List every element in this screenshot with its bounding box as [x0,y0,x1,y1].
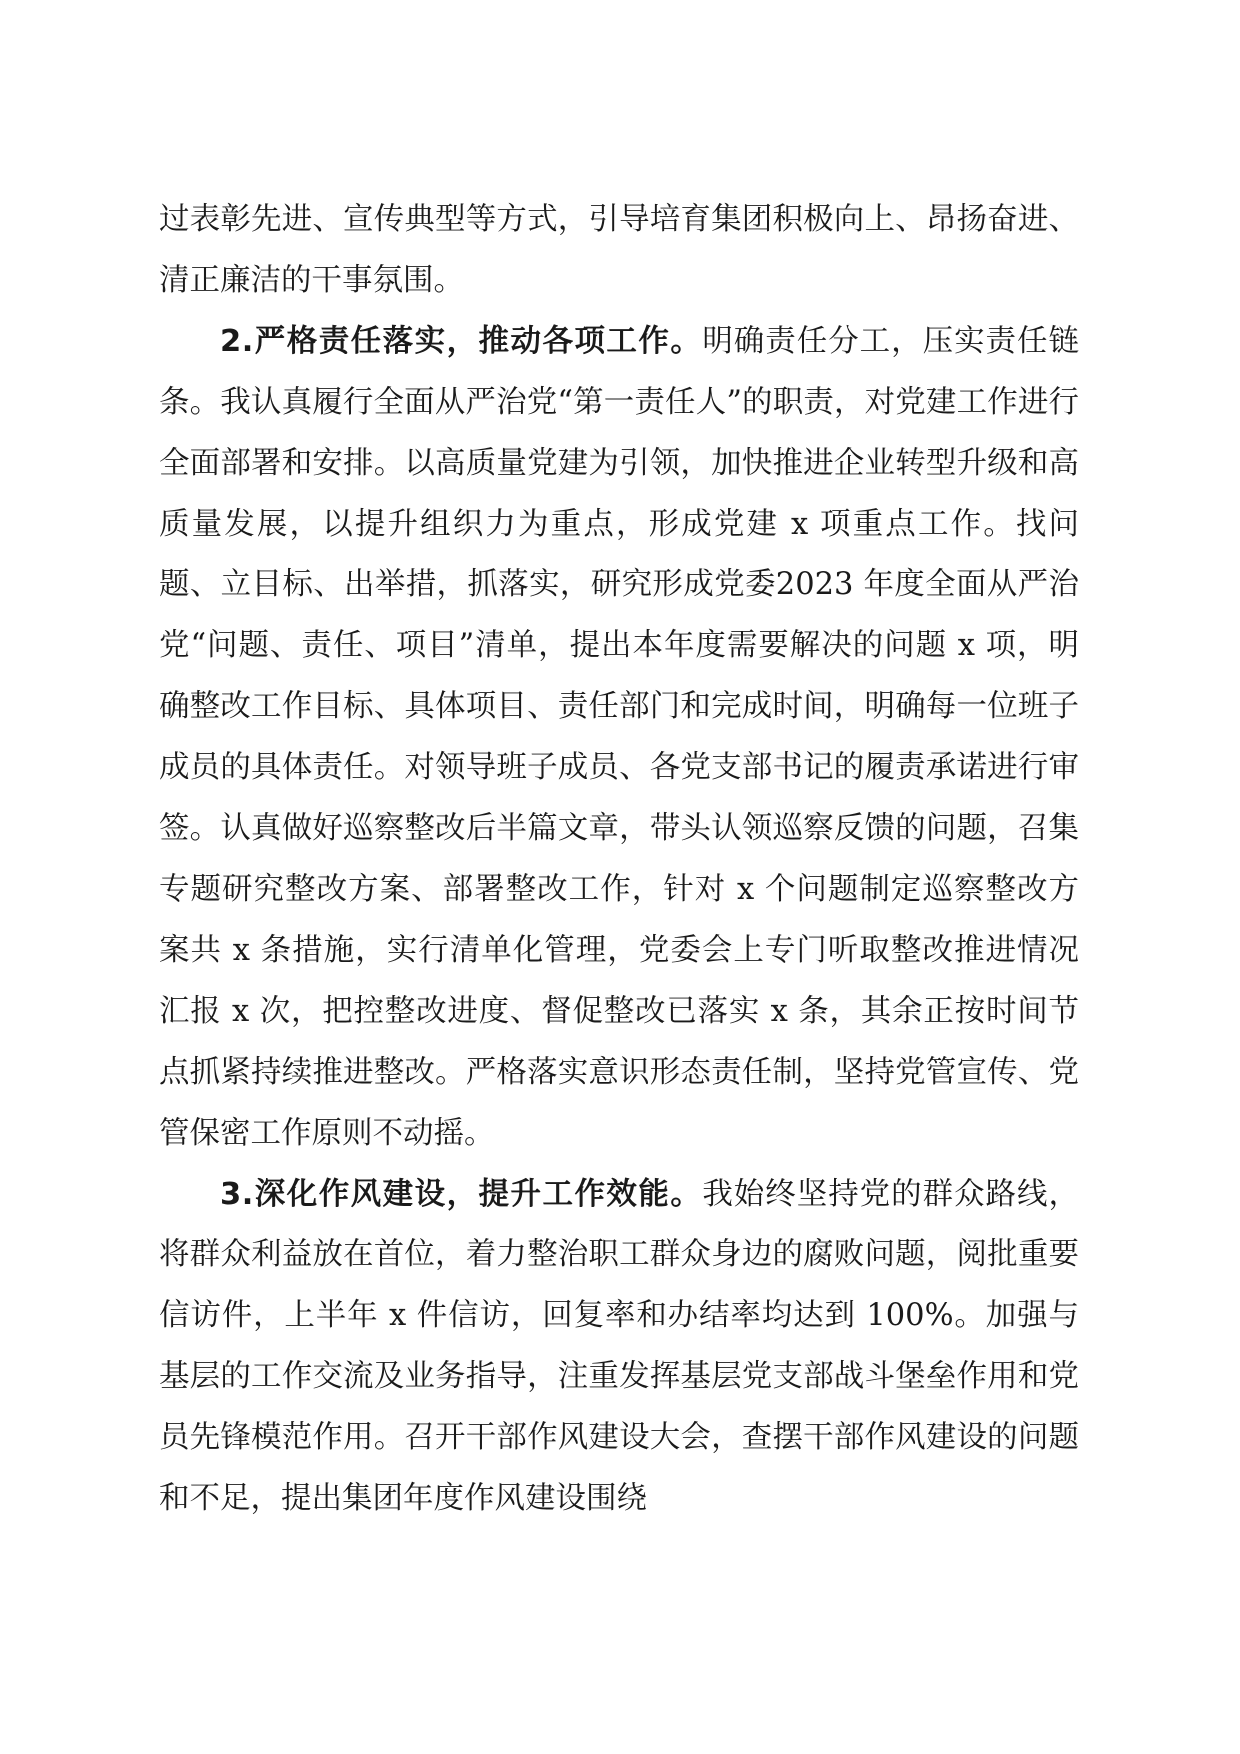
section-heading-responsibility: 2.严格责任落实，推动各项工作。 [220,323,703,359]
paragraph-intro-text: 过表彰先进、宣传典型等方式，引导培育集团积极向上、昂扬奋进、清正廉洁的干事氛围。 [159,202,1079,298]
paragraph-responsibility-text: 明确责任分工，压实责任链条。我认真履行全面从严治党“第一责任人”的职责，对党建工作进行全面部署和安排。以高质量党建为引领，加快推进企业转型升级和高质量发展，以提升组织力为重点，形成党建 x 项重点工作。找问题、立目标、出举措，抓落实，研究形成党委2023 年度全面从严治党“问题、责任、项目”清单，提出本年度需要解决的问题 x 项，明确整改工作目标、具体项目、责任部门和完成时间，明确每一位班子成员的具体责任。对领导班子成员、各党支部书记的履责承诺进行审签。认真做好巡察整改后半篇文章，带头认领巡察反馈的问题，召集专题研究整改方案、部署整改工作，针对 x 个问题制定巡察整改方案共 x 条措施，实行清单化管理，党委会上专门听取整改推进情况汇报 x 次，把控整改进度、督促整改已落实 x 条，其余正按时间节点抓紧持续推进整改。严格落实意识形态责任制，坚持党管宣传、党管保密工作原则不动摇。 [159,323,1079,1151]
paragraph-responsibility [159,312,1079,1165]
paragraph-intro [159,190,1079,312]
document-body [159,190,1079,1530]
paragraph-work-style-text: 我始终坚持党的群众路线，将群众利益放在首位，着力整治职工群众身边的腐败问题，阅批重要信访件，上半年 x 件信访，回复率和办结率均达到 100%。加强与基层的工作交流及业务指导，注重发挥基层党支部战斗堡垒作用和党员先锋模范作用。召开干部作风建设大会，查摆干部作风建设的问题和不足，提出集团年度作风建设围绕 [159,1176,1079,1517]
section-heading-work-style: 3.深化作风建设，提升工作效能。 [220,1176,703,1212]
paragraph-work-style [159,1165,1079,1530]
